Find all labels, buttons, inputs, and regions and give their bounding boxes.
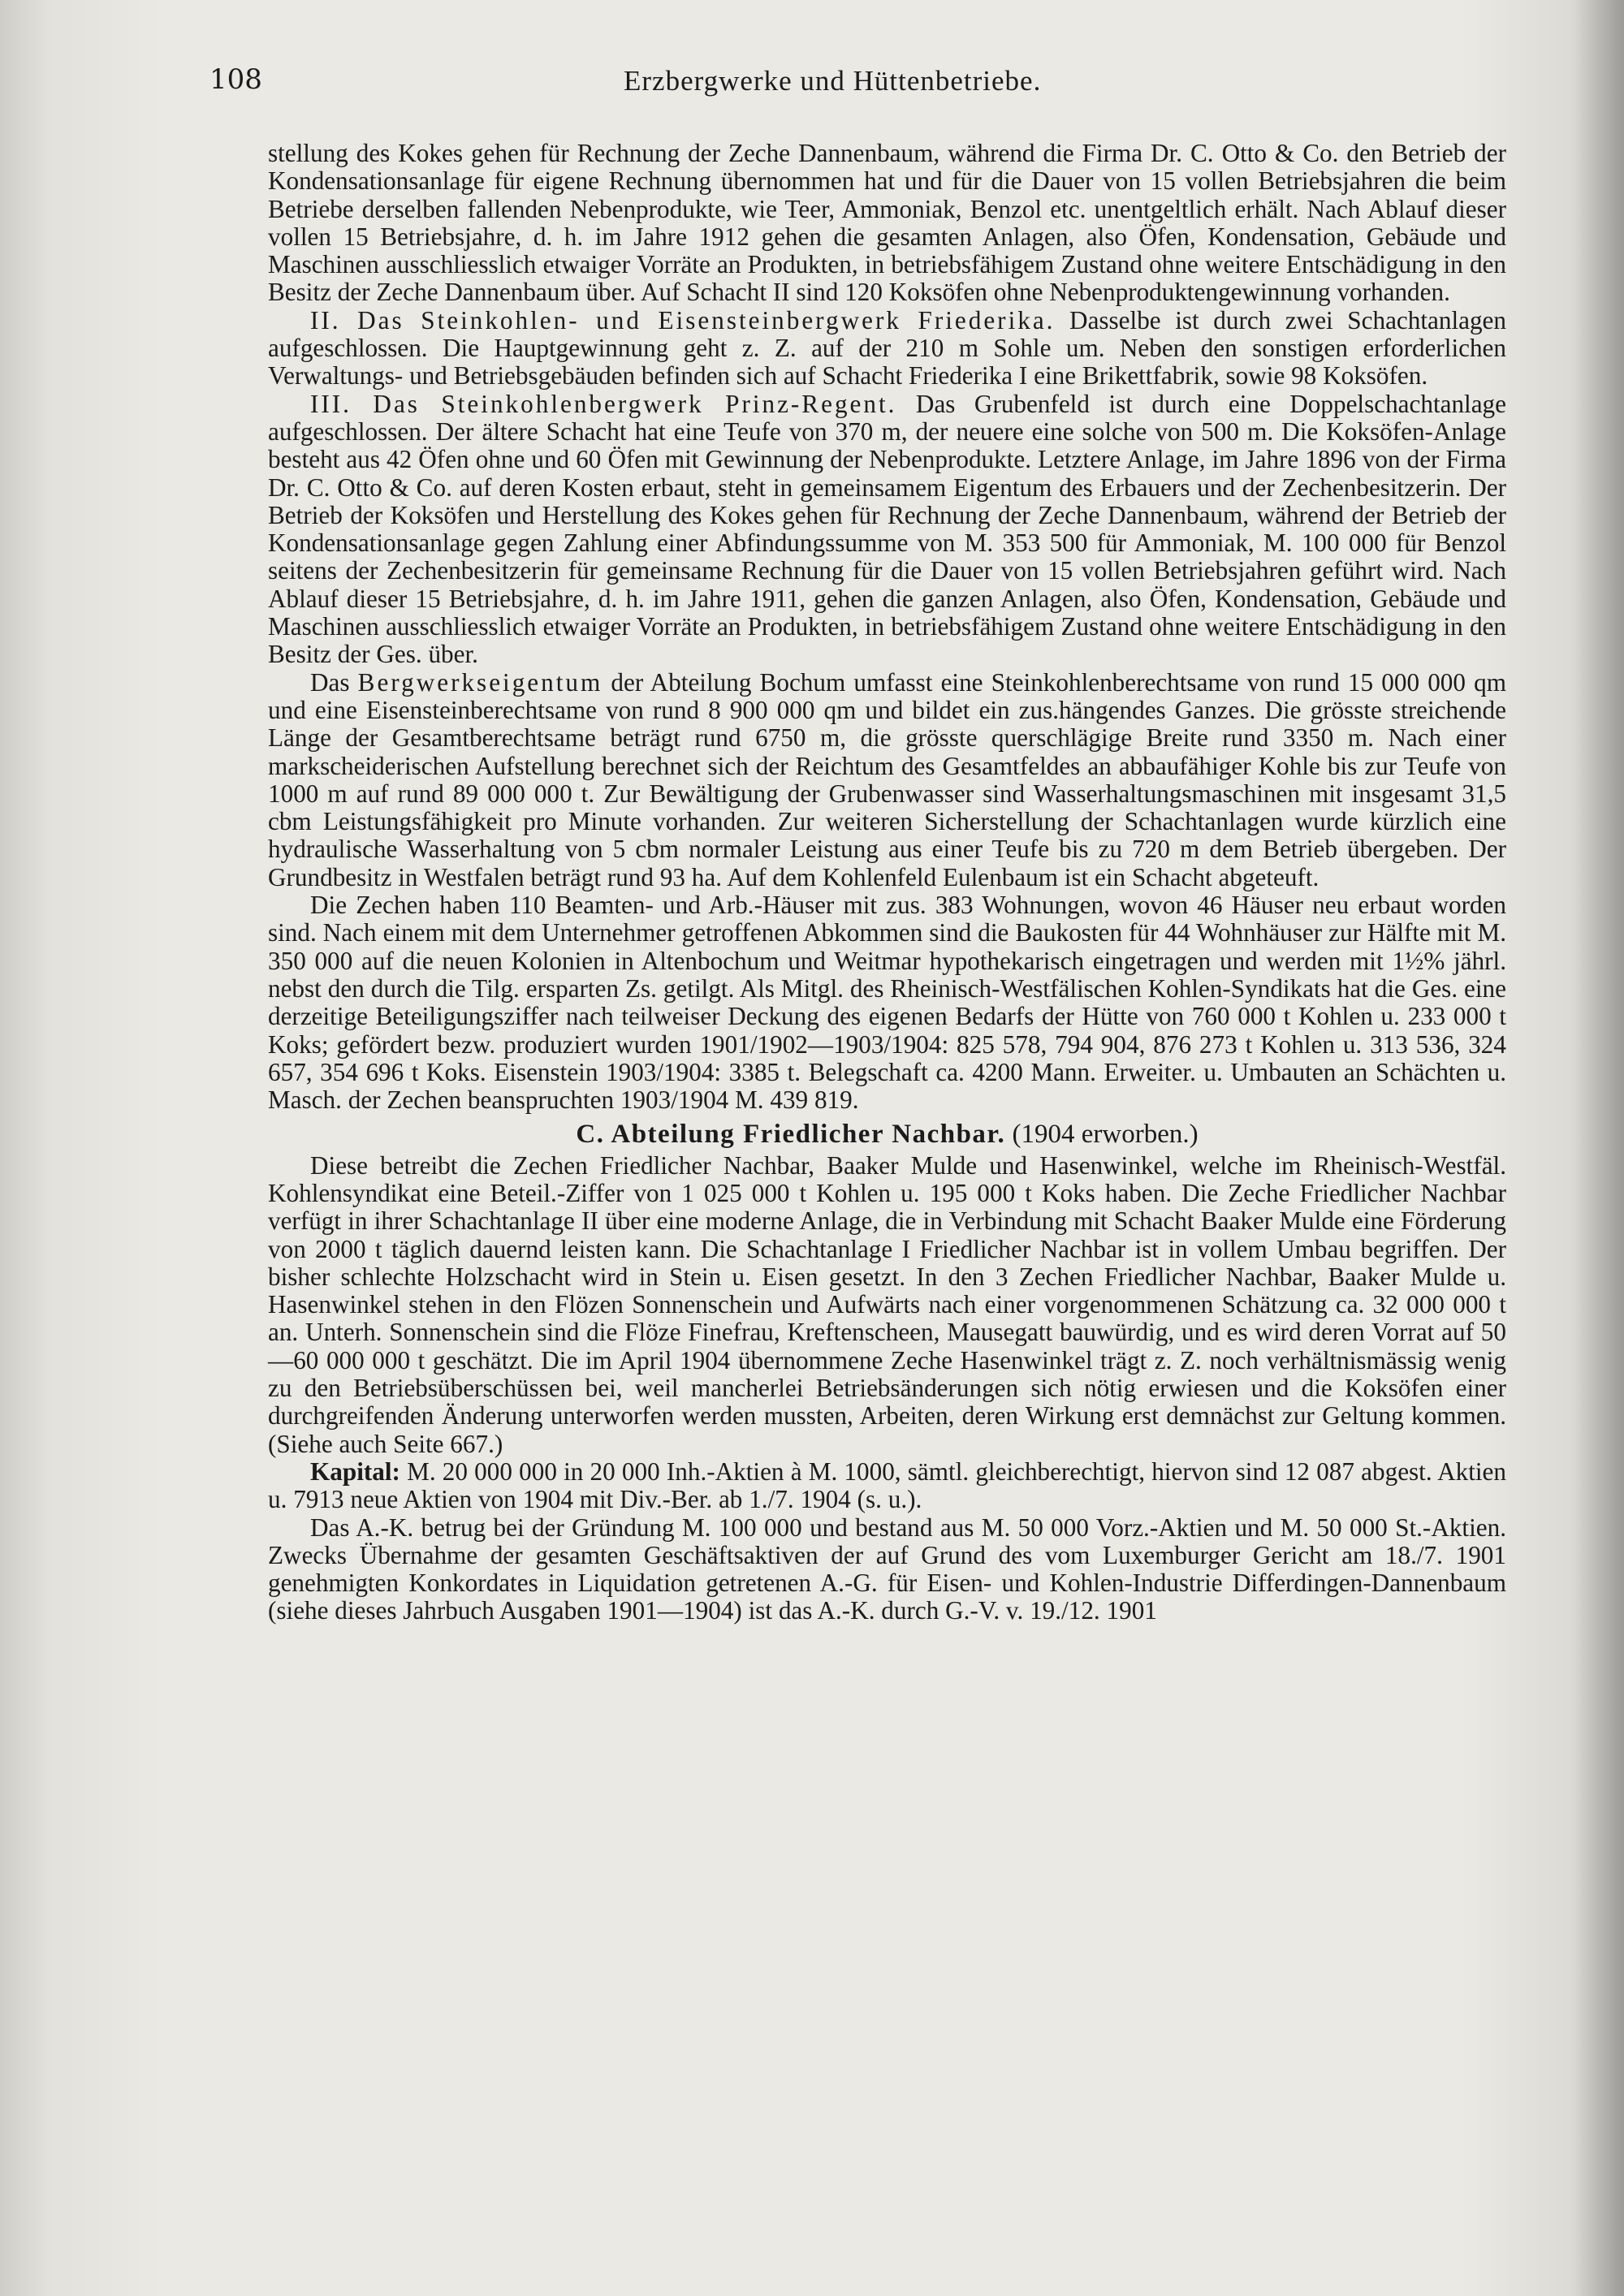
paragraph-text: der Abteilung Bochum umfasst eine Steinkohlenberechtsame von rund 15 000 000 qm und eine Eisensteinberechtsame von rund 8 900 000 qm und bildet ein zus.hängendes Ganzes. Die grösste streichende Länge der Gesamtberechtsame beträgt rund 6750 m, die grösste querschlägige Breite rund 3350 m. Nach einer markscheiderischen Aufstellung berechnet sich der Reichtum des Gesamtfeldes an abbaufähiger Kohle bis zur Teufe von 1000 m auf rund 89 000 000 t. Zur Bewältigung der Grubenwasser sind Wasserhaltungsmaschinen mit insgesamt 31,5 cbm Leistungsfähigkeit pro Minute vorhanden. Zur weiteren Sicherstellung der Schachtanlagen wurde kürzlich eine hydraulische Wasserhaltung von 5 cbm normaler Leistung aus einer Teufe bis zu 720 m dem Betrieb übergeben. Der Grundbesitz in Westfalen beträgt rund 93 ha. Auf dem Kohlenfeld Eulenbaum ist ein Schacht abgeteuft. — [268, 667, 1506, 891]
spaced-heading: III. Das Steinkohlenbergwerk Prinz-Regent. — [310, 389, 897, 418]
spaced-heading: II. Das Steinkohlen- und Eisensteinbergwerk Friederika. — [310, 305, 1056, 334]
paragraph-friederika — [268, 307, 1506, 391]
paragraph: Die Zechen haben 110 Beamten- und Arb.-Häuser mit zus. 383 Wohnungen, wovon 46 Häuser neu erbaut worden sind. Nach einem mit dem Unternehmer getroffenen Abkommen sind die Baukosten für 44 Wohnhäuser zur Hälfte mit M. 350 000 auf die neuen Kolonien in Altenbochum und Weitmar hypothekarisch eingetragen und werden mit 1½% jährl. nebst den durch die Tilg. ersparten Zs. getilgt. Als Mitgl. des Rheinisch-Westfälischen Kohlen-Syndikats hat die Ges. eine derzeitige Beteiligungsziffer nach teilweiser Deckung des eigenen Bedarfs der Hütte von 760 000 t Kohlen u. 233 000 t Koks; gefördert bezw. produziert wurden 1901/1902—1903/1904: 825 578, 794 904, 876 273 t Kohlen u. 313 536, 324 657, 354 696 t Koks. Eisenstein 1903/1904: 3385 t. Belegschaft ca. 4200 Mann. Erweiter. u. Umbauten an Schächten u. Masch. der Zechen beanspruchten 1903/1904 M. 439 819. — [268, 891, 1506, 1115]
paragraph-text: Das — [310, 667, 358, 697]
paragraph-text: M. 20 000 000 in 20 000 Inh.-Aktien à M. 1000, sämtl. gleichberechtigt, hiervon sind 12 087 abgest. Aktien u. 7913 neue Aktien von 1904 mit Div.-Ber. ab 1./7. 1904 (s. u.). — [268, 1457, 1506, 1514]
paragraph-text: Dasselbe ist durch zwei Schachtanlagen aufgeschlossen. Die Hauptgewinnung geht z. Z. auf der 210 m Sohle um. Neben den sonstigen erforderlichen Verwaltungs- und Betriebsgebäuden befinden sich auf Schacht Friederika I eine Brikettfabrik, sowie 98 Koksöfen. — [268, 305, 1506, 391]
paragraph-kapital — [268, 1458, 1506, 1514]
paragraph: Das A.-K. betrug bei der Gründung M. 100 000 und bestand aus M. 50 000 Vorz.-Aktien und M. 50 000 St.-Aktien. Zwecks Übernahme der gesamten Geschäftsaktiven der auf Grund des vom Luxemburger Gericht am 18./7. 1901 genehmigten Konkordates in Liquidation getretenen A.-G. für Eisen- und Kohlen-Industrie Differdingen-Dannenbaum (siehe dieses Jahrbuch Ausgaben 1901—1904) ist das A.-K. durch G.-V. v. 19./12. 1901 — [268, 1513, 1506, 1625]
paragraph-prinz-regent — [268, 391, 1506, 669]
paragraph: stellung des Kokes gehen für Rechnung der Zeche Dannenbaum, während die Firma Dr. C. Otto & Co. den Betrieb der Kondensationsanlage für eigene Rechnung übernommen hat und für die Dauer von 15 vollen Betriebsjahren die beim Betriebe derselben fallenden Nebenprodukte, wie Teer, Ammoniak, Benzol etc. unentgeltlich erhält. Nach Ablauf dieser vollen 15 Betriebsjahre, d. h. im Jahre 1912 gehen die gesamten Anlagen, also Öfen, Kondensation, Gebäude und Maschinen ausschliesslich etwaiger Vorräte an Produkten, in betriebsfähigem Zustand ohne weitere Entschädigung in den Besitz der Zeche Dannenbaum über. Auf Schacht II sind 120 Koksöfen ohne Nebenproduktengewinnung vorhanden. — [268, 139, 1506, 307]
page-body — [268, 140, 1506, 1625]
paragraph-bergwerkseigentum — [268, 669, 1506, 891]
paragraph: Diese betreibt die Zechen Friedlicher Nachbar, Baaker Mulde und Hasenwinkel, welche im Rheinisch-Westfäl. Kohlensyndikat eine Beteil.-Ziffer von 1 025 000 t Kohlen u. 195 000 t Koks haben. Die Zeche Friedlicher Nachbar verfügt in ihrer Schachtanlage II über eine moderne Anlage, die in Verbindung mit Schacht Baaker Mulde eine Förderung von 2000 t täglich dauernd leisten kann. Die Schachtanlage I Friedlicher Nachbar ist in vollem Umbau begriffen. Der bisher schlechte Holzschacht wird in Stein u. Eisen gesetzt. In den 3 Zechen Friedlicher Nachbar, Baaker Mulde u. Hasenwinkel stehen in den Flözen Sonnenschein und Aufwärts nach einer vorgenommenen Schätzung ca. 32 000 000 t an. Unterh. Sonnenschein sind die Flöze Finefrau, Kreftenscheen, Mausegatt bauwürdig, und es wird deren Vorrat auf 50—60 000 000 t geschätzt. Die im April 1904 übernommene Zeche Hasenwinkel trägt z. Z. noch verhältnismässig wenig zu den Betriebsüberschüssen bei, weil mancherlei Betriebsänderungen sich nötig erwiesen und die Koksöfen einer durchgreifenden Änderung unterworfen werden mussten, Arbeiten, deren Wirkung erst demnächst zur Geltung kommen. (Siehe auch Seite 667.) — [268, 1150, 1506, 1458]
kapital-label: Kapital: — [310, 1457, 400, 1486]
paragraph-text: Das Grubenfeld ist durch eine Doppelschachtanlage aufgeschlossen. Der ältere Schacht hat eine Teufe von 370 m, der neuere eine solche von 500 m. Die Koksöfen-Anlage besteht aus 42 Öfen ohne und 60 Öfen mit Gewinnung der Nebenprodukte. Letztere Anlage, im Jahre 1896 von der Firma Dr. C. Otto & Co. auf deren Kosten erbaut, steht in gemeinsamem Eigentum des Erbauers und der Zechenbesitzerin. Der Betrieb der Koksöfen und Herstellung des Kokes gehen für Rechnung der Zeche Dannenbaum, während der Betrieb der Kondensationsanlage gegen Zahlung einer Abfindungssumme von M. 353 500 für Ammoniak, M. 100 000 für Benzol seitens der Zechenbesitzerin für gemeinsame Rechnung für die Dauer von 15 vollen Betriebsjahren geführt wird. Nach Ablauf dieser 15 Betriebsjahre, d. h. im Jahre 1911, gehen die ganzen Anlagen, also Öfen, Kondensation, Gebäude und Maschinen ausschliesslich etwaiger Vorräte an Produkten, in betriebsfähigem Zustand ohne weitere Entschädigung in den Besitz der Ges. über. — [268, 389, 1506, 669]
page-edge-shadow — [1575, 0, 1624, 2296]
section-heading — [268, 1120, 1506, 1148]
running-title: Erzbergwerke und Hüttenbetriebe. — [624, 65, 1042, 97]
page-number: 108 — [209, 63, 262, 96]
page-header — [209, 63, 1509, 104]
section-heading-title: C. Abteilung Friedlicher Nachbar. — [576, 1120, 1006, 1150]
section-heading-note: (1904 erworben.) — [1005, 1120, 1199, 1150]
spaced-heading: Bergwerkseigentum — [357, 667, 603, 697]
